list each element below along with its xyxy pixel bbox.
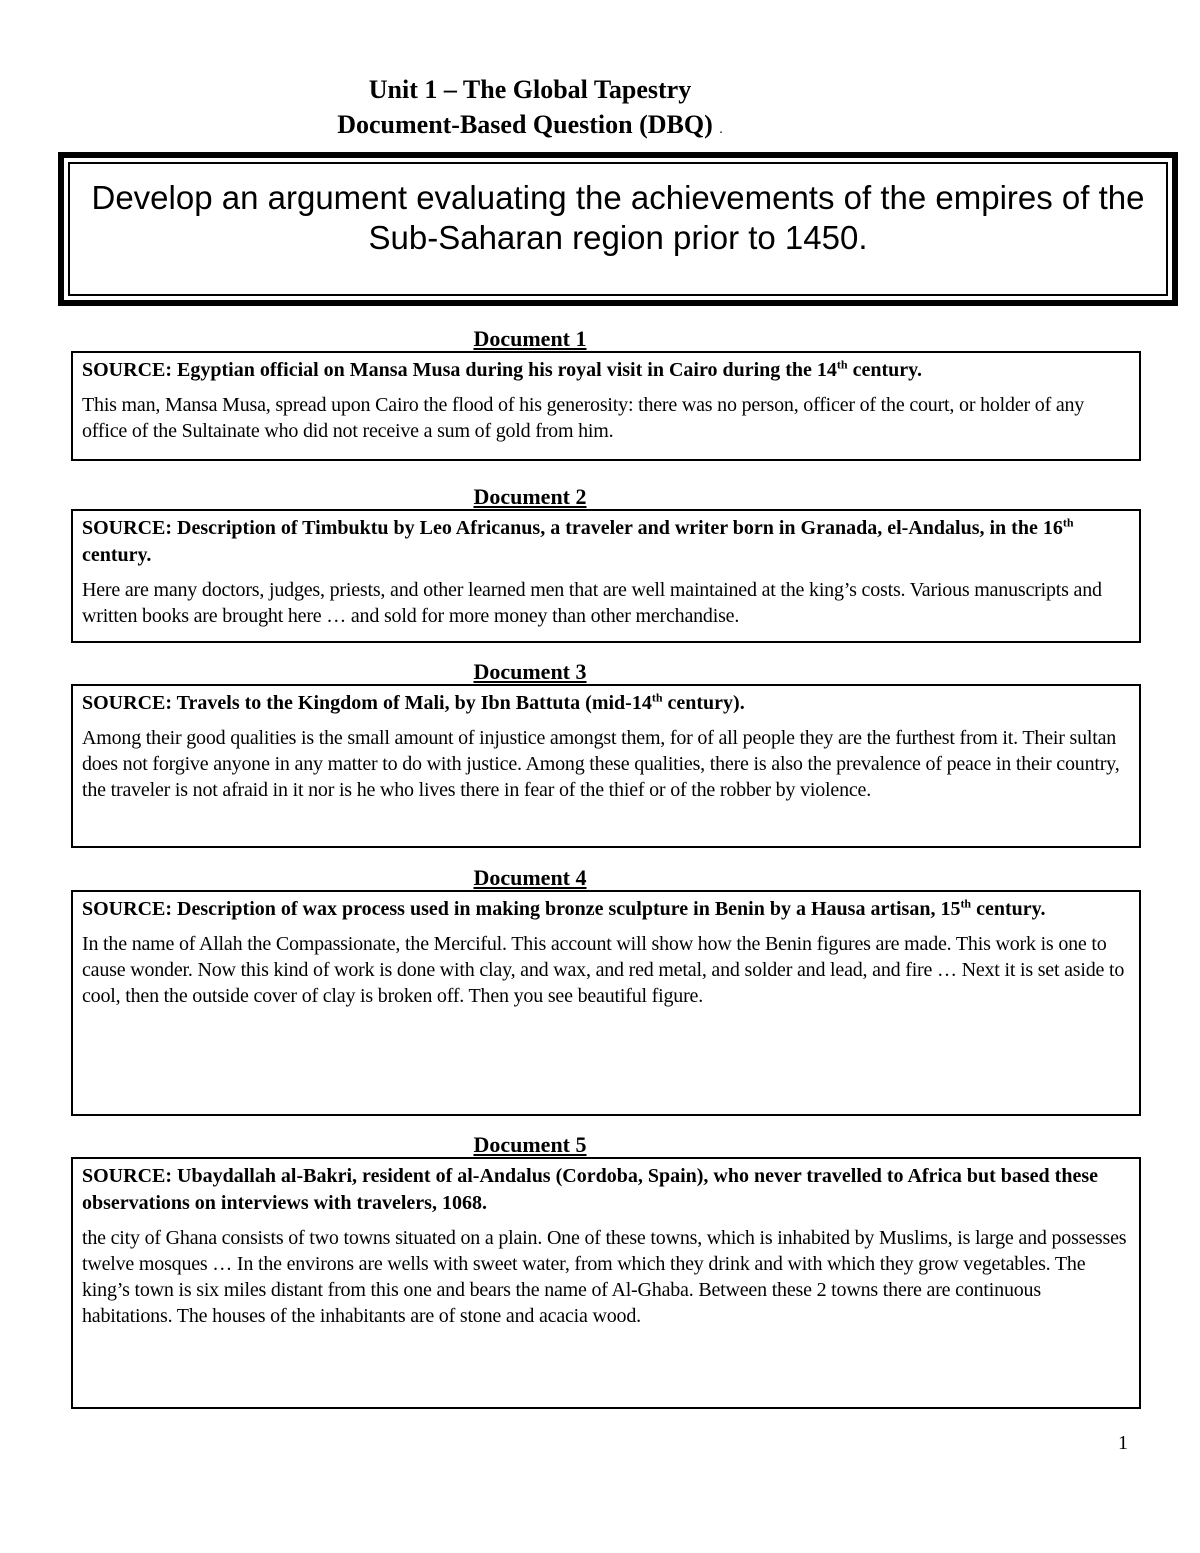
- document-2-box: [71, 509, 1141, 643]
- document-4-source: SOURCE: Description of wax process used in making bronze sculpture in Benin by a Hausa artisan, 15th century.: [82, 896, 1046, 920]
- prompt-inner: [68, 162, 1168, 296]
- document-1-source: SOURCE: Egyptian official on Mansa Musa during his royal visit in Cairo during the 14th century.: [82, 357, 923, 381]
- document-5-title: Document 5: [473, 1132, 587, 1157]
- document-4-excerpt: In the name of Allah the Compassionate, the Merciful. This account will show how the Benin figures are made. This work is one to cause wonder. Now this kind of work is done with clay, and wax, and red metal, and solder and lead, and fire … Next it is set aside to cool, then the outside cover of clay is broken off. Then you see beautiful figure.: [82, 933, 1125, 1007]
- prompt-box: [58, 152, 1178, 306]
- document-5-box: [71, 1157, 1141, 1409]
- document-5-excerpt: the city of Ghana consists of two towns situated on a plain. One of these towns, which is inhabited by Muslims, is large and possesses twelve mosques … In the environs are wells with sweet water, from which they drink and with which they grow vegetables. The king’s town is six miles distant from this one and bears the name of Al-Ghaba. Between these 2 towns there are continuous habitations. The houses of the inhabitants are of stone and acacia wood.: [82, 1227, 1127, 1327]
- document-2-excerpt: Here are many doctors, judges, priests, and other learned men that are well maintained at the king’s costs. Various manuscripts and written books are brought here … and sold for more money than other merchandise.: [82, 579, 1102, 627]
- document-1-box: [71, 351, 1141, 461]
- document-4-title: Document 4: [473, 865, 587, 890]
- document-5-source: SOURCE: Ubaydallah al-Bakri, resident of al-Andalus (Cordoba, Spain), who never travelled to Africa but based these observations on interviews with travelers, 1068.: [82, 1165, 1098, 1214]
- document-3-source: SOURCE: Travels to the Kingdom of Mali, by Ibn Battuta (mid-14th century).: [82, 690, 745, 714]
- prompt-line-1: Develop an argument evaluating the achievements of the empires of the: [91, 179, 1145, 216]
- dbq-subtitle: Document-Based Question (DBQ) .: [337, 110, 723, 139]
- document-3-excerpt: Among their good qualities is the small amount of injustice amongst them, for of all people they are the furthest from it. Their sultan does not forgive anyone in any matter to do with justice. Among these qualities, there is also the prevalence of peace in their country, the traveler is not afraid in it nor is he who lives there in fear of the thief or of the robber by violence.: [82, 727, 1120, 801]
- document-1-excerpt: This man, Mansa Musa, spread upon Cairo the flood of his generosity: there was no person, officer of the court, or holder of any office of the Sultainate who did not receive a sum of gold from him.: [82, 394, 1085, 442]
- document-2-title: Document 2: [473, 484, 587, 509]
- document-3-box: [71, 684, 1141, 848]
- document-3-title: Document 3: [473, 659, 587, 684]
- prompt-line-2: Sub-Saharan region prior to 1450.: [368, 219, 868, 256]
- document-header: [0, 72, 1060, 147]
- page-number: 1: [1118, 1432, 1128, 1454]
- document-4-box: [71, 890, 1141, 1116]
- document-2-source: SOURCE: Description of Timbuktu by Leo Africanus, a traveler and writer born in Granada, el-Andalus, in the 16th century.: [82, 515, 1074, 566]
- document-1-title: Document 1: [473, 326, 587, 351]
- unit-title: Unit 1 – The Global Tapestry: [368, 75, 692, 104]
